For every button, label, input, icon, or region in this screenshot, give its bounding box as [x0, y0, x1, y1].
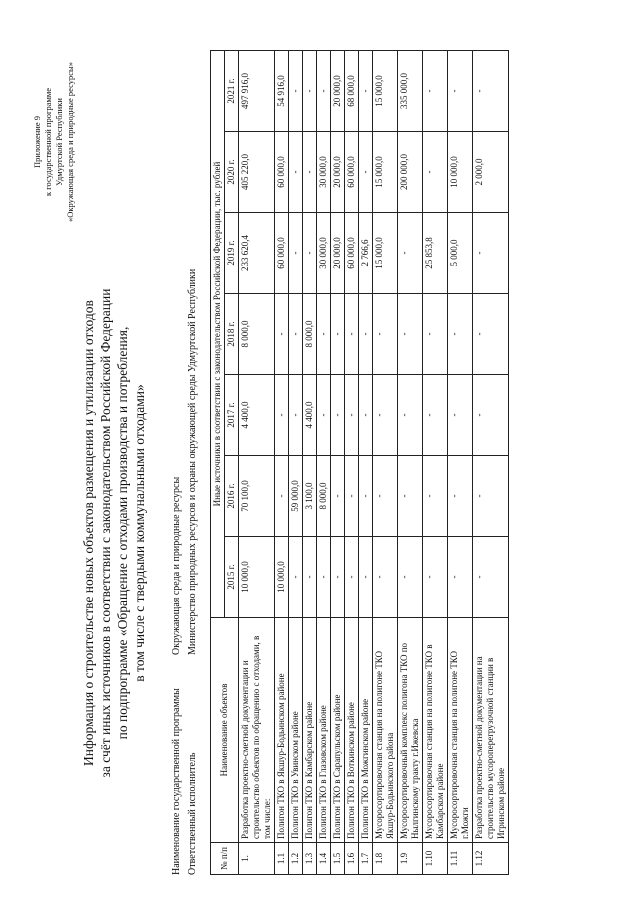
row-object-name: Полигон ТКО в Глазовском районе — [317, 617, 331, 842]
executor-row — [186, 175, 199, 875]
row-value: - — [317, 374, 331, 455]
row-value: 20 000,0 — [331, 131, 345, 212]
row-value: 15 000,0 — [373, 50, 398, 131]
row-value: - — [359, 455, 373, 536]
row-value: - — [331, 293, 345, 374]
row-value: - — [345, 374, 359, 455]
row-value: - — [473, 212, 509, 293]
row-value: - — [289, 374, 303, 455]
row-value: 200 000,0 — [398, 131, 423, 212]
row-value: - — [359, 374, 373, 455]
table-row — [345, 50, 359, 874]
row-value: 70 100,0 — [239, 455, 275, 536]
row-value: - — [303, 131, 317, 212]
row-index: 1.5 — [331, 842, 345, 874]
row-value: - — [275, 293, 289, 374]
row-object-name: Мусоросортировочная станция на полигоне ТКО в Камбарском районе — [423, 617, 448, 842]
row-value: - — [373, 455, 398, 536]
row-index: 1.11 — [448, 842, 473, 874]
row-object-name: Мусоросортировочная станция на полигоне ТКО г.Можги — [448, 617, 473, 842]
row-value: 60 000,0 — [275, 212, 289, 293]
executor-value: Министерство природных ресурсов и охраны окружающей среды Удмуртской Республики — [187, 268, 198, 655]
row-index: 1.12 — [473, 842, 509, 874]
row-value: - — [345, 293, 359, 374]
row-value: - — [473, 455, 509, 536]
row-value: 4 400,0 — [303, 374, 317, 455]
row-value: - — [398, 455, 423, 536]
row-value: 8 000,0 — [303, 293, 317, 374]
row-value: - — [289, 131, 303, 212]
row-index: 1.1 — [275, 842, 289, 874]
row-index: 1.8 — [373, 842, 398, 874]
row-object-name: Мусоросортировочный комплекс полигона ТКО по Нылгинскому тракту г.Ижевска — [398, 617, 423, 842]
header-year: 2015 г. — [225, 536, 239, 617]
row-value: - — [317, 293, 331, 374]
table-row — [359, 50, 373, 874]
row-value: - — [331, 455, 345, 536]
row-object-name: Полигон ТКО в Камбарском районе — [303, 617, 317, 842]
title-line: по подпрограмме «Обращение с отходами производства и потребления, — [115, 326, 130, 739]
row-value: - — [359, 50, 373, 131]
row-value: 497 916,0 — [239, 50, 275, 131]
row-value: 10 000,0 — [239, 536, 275, 617]
row-value: - — [275, 455, 289, 536]
row-value: - — [423, 455, 448, 536]
table-row — [473, 50, 509, 874]
row-value: 405 220,0 — [239, 131, 275, 212]
row-object-name: Полигон ТКО в Якшур-Бодьинском районе — [275, 617, 289, 842]
row-value: - — [448, 50, 473, 131]
row-value: 15 000,0 — [373, 212, 398, 293]
row-value: - — [317, 50, 331, 131]
table-row — [448, 50, 473, 874]
table-body — [239, 50, 509, 874]
appendix-line: Удмуртской Республики — [54, 97, 64, 186]
row-value: 2 000,0 — [473, 131, 509, 212]
row-value: - — [359, 131, 373, 212]
row-value: - — [448, 536, 473, 617]
row-value: - — [275, 374, 289, 455]
row-value: - — [423, 293, 448, 374]
row-value: - — [303, 212, 317, 293]
table-row — [423, 50, 448, 874]
row-value: - — [345, 455, 359, 536]
header-name: Наименование объектов — [211, 617, 239, 842]
row-value: - — [448, 374, 473, 455]
row-value: - — [289, 50, 303, 131]
header-year: 2016 г. — [225, 455, 239, 536]
row-object-name: Полигон ТКО в Воткинском районе — [345, 617, 359, 842]
row-value: 30 000,0 — [317, 212, 331, 293]
row-value: - — [398, 374, 423, 455]
row-value: 233 620,4 — [239, 212, 275, 293]
row-index: 1.7 — [359, 842, 373, 874]
row-value: 60 000,0 — [275, 131, 289, 212]
row-value: 2 766,6 — [359, 212, 373, 293]
header-year: 2019 г. — [225, 212, 239, 293]
row-object-name: Мусоросортировочная станция на полигоне ТКО Якшур-Бодьинского района — [373, 617, 398, 842]
row-value: - — [373, 293, 398, 374]
row-index: 1. — [239, 842, 275, 874]
title-line: в том числе с твердыми коммунальными отходами» — [132, 383, 147, 682]
row-value: - — [359, 536, 373, 617]
document-sheet — [20, 13, 620, 893]
program-row — [170, 175, 183, 875]
table-row — [317, 50, 331, 874]
row-index: 1.2 — [289, 842, 303, 874]
appendix-line: «Окружающая среда и природные ресурсы» — [65, 61, 75, 222]
row-value: 54 916,0 — [275, 50, 289, 131]
row-value: 8 000,0 — [239, 293, 275, 374]
row-value: - — [423, 50, 448, 131]
row-value: - — [473, 50, 509, 131]
header-sources: Иные источники в соответствии с законодательством Российской Федерации, тыс. рублей — [211, 50, 225, 617]
program-info — [170, 175, 202, 875]
row-value: - — [303, 536, 317, 617]
row-value: - — [289, 293, 303, 374]
header-year: 2020 г. — [225, 131, 239, 212]
row-value: 60 000,0 — [345, 212, 359, 293]
row-value: - — [289, 536, 303, 617]
row-value: - — [289, 212, 303, 293]
appendix-line: к государственной программе — [43, 87, 53, 196]
appendix-header — [32, 27, 76, 257]
table-row — [239, 50, 275, 874]
row-value: - — [423, 131, 448, 212]
row-value: 15 000,0 — [373, 131, 398, 212]
row-value: - — [398, 293, 423, 374]
table-row — [303, 50, 317, 874]
row-value: 59 000,0 — [289, 455, 303, 536]
row-value: 20 000,0 — [331, 50, 345, 131]
row-value: - — [473, 374, 509, 455]
row-value: 10 000,0 — [275, 536, 289, 617]
row-value: 20 000,0 — [331, 212, 345, 293]
row-value: 25 853,8 — [423, 212, 448, 293]
row-value: - — [373, 536, 398, 617]
title-line: Информация о строительстве новых объектов размещения и утилизации отходов — [81, 299, 96, 766]
program-label: Наименование государственной программы — [171, 687, 182, 875]
header-year: 2017 г. — [225, 374, 239, 455]
row-value: - — [317, 536, 331, 617]
row-object-name: Полигон ТКО в Сарапульском районе — [331, 617, 345, 842]
header-index: № п/п — [211, 842, 239, 874]
title-line: за счёт иных источников в соответствии с законодательством Российской Федерации — [98, 288, 113, 777]
row-value: 4 400,0 — [239, 374, 275, 455]
row-value: - — [448, 455, 473, 536]
row-value: - — [331, 374, 345, 455]
row-index: 1.6 — [345, 842, 359, 874]
row-value: - — [331, 536, 345, 617]
row-index: 1.3 — [303, 842, 317, 874]
table-row — [398, 50, 423, 874]
row-value: - — [345, 536, 359, 617]
row-value: 5 000,0 — [448, 212, 473, 293]
row-object-name: Разработка проектно-сметной документации на строительство мусороперегрузочной станции в Игринском районе — [473, 617, 509, 842]
row-value: - — [423, 536, 448, 617]
row-index: 1.10 — [423, 842, 448, 874]
row-value: - — [448, 293, 473, 374]
header-year: 2018 г. — [225, 293, 239, 374]
row-value: 60 000,0 — [345, 131, 359, 212]
table-row — [331, 50, 345, 874]
row-object-name: Полигон ТКО в Можгинском районе — [359, 617, 373, 842]
row-value: - — [398, 212, 423, 293]
row-value: 10 000,0 — [448, 131, 473, 212]
row-value: 3 100,0 — [303, 455, 317, 536]
row-object-name: Полигон ТКО в Увинском районе — [289, 617, 303, 842]
objects-table — [210, 50, 509, 875]
row-value: 335 000,0 — [398, 50, 423, 131]
row-value: - — [359, 293, 373, 374]
row-value: - — [373, 374, 398, 455]
row-value: - — [473, 293, 509, 374]
header-year: 2021 г. — [225, 50, 239, 131]
row-object-name: Разработка проектно-сметной документации и строительство объектов по обращению с отходами, в том числе: — [239, 617, 275, 842]
row-value: - — [473, 536, 509, 617]
document-title — [80, 253, 148, 813]
row-value: - — [423, 374, 448, 455]
table-row — [289, 50, 303, 874]
program-value: Окружающая среда и природные ресурсы — [171, 476, 182, 655]
row-index: 1.9 — [398, 842, 423, 874]
row-value: - — [398, 536, 423, 617]
table-row — [373, 50, 398, 874]
row-value: 30 000,0 — [317, 131, 331, 212]
row-value: 68 000,0 — [345, 50, 359, 131]
appendix-line: Приложение 9 — [32, 115, 42, 168]
row-value: - — [303, 50, 317, 131]
table-row — [275, 50, 289, 874]
row-index: 1.4 — [317, 842, 331, 874]
row-value: 8 000,0 — [317, 455, 331, 536]
executor-label: Ответственный исполнитель — [187, 752, 198, 875]
